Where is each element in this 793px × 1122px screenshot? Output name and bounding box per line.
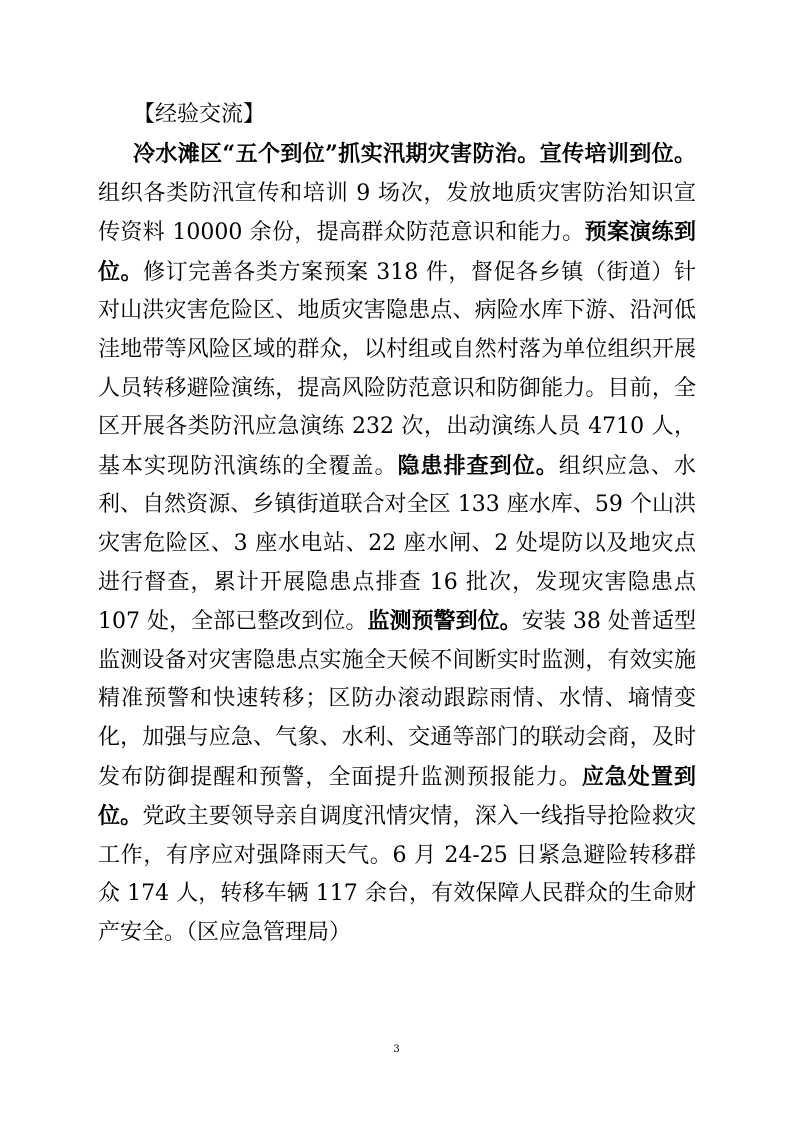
point-heading-emergency-response: 应急处置到位。 (98, 763, 696, 830)
point-heading-plan-drill: 预案演练到位。 (98, 219, 696, 285)
point-text-plan-drill: 修订完善各类方案预案 318 件，督促各乡镇（街道）针对山洪灾害危险区、地质灾害隐患点、病险水库下游、沿河低洼地带等风险区域的群众，以村组或自然村落为单位组织开展人员转移避险演练，提高风险防范意识和防御能力。目前，全区开展各类防汛应急演练 232 次，出动演练人员 4710 人，基本实现防汛演练的全覆盖。 (98, 259, 696, 479)
point-heading-hazard-inspection: 隐患排查到位。 (397, 452, 559, 479)
article-title: 冷水滩区“五个到位”抓实汛期灾害防治。 (133, 141, 540, 167)
point-text-publicity-training: 组织各类防汛宣传和培训 9 场次，发放地质灾害防治知识宣传资料 10000 余份，提高群众防范意识和能力。 (98, 180, 696, 246)
section-heading: 【经验交流】 (133, 102, 266, 127)
point-text-monitoring-warning: 安装 38 处普适型监测设备对灾害隐患点实施全天候不间断实时监测，有效实施精准预警和快速转移；区防办滚动跟踪雨情、水情、墒情变化，加强与应急、气象、水利、交通等部门的联动会商，及时发布防御提醒和预警，全面提升监测预报能力。 (98, 609, 696, 790)
point-text-hazard-inspection: 组织应急、水利、自然资源、乡镇街道联合对全区 133 座水库、59 个山洪灾害危险区、3 座水电站、22 座水闸、2 处堤防以及地灾点进行督查，累计开展隐患点排查 16 批次，发现灾害隐患点 107 处，全部已整改到位。 (98, 453, 696, 635)
body-paragraph (98, 135, 696, 952)
point-heading-monitoring-warning: 监测预警到位。 (367, 608, 522, 635)
page-number: 3 (393, 1044, 400, 1055)
point-heading-publicity-training: 宣传培训到位。 (539, 141, 696, 167)
point-text-emergency-response: 党政主要领导亲自调度汛情灾情，深入一线指导抢险救灾工作，有序应对强降雨天气。6 月 24-25 日紧急避险转移群众 174 人，转移车辆 117 余台，有效保障人民群众的生命财产安全。（区应急管理局） (98, 804, 696, 945)
